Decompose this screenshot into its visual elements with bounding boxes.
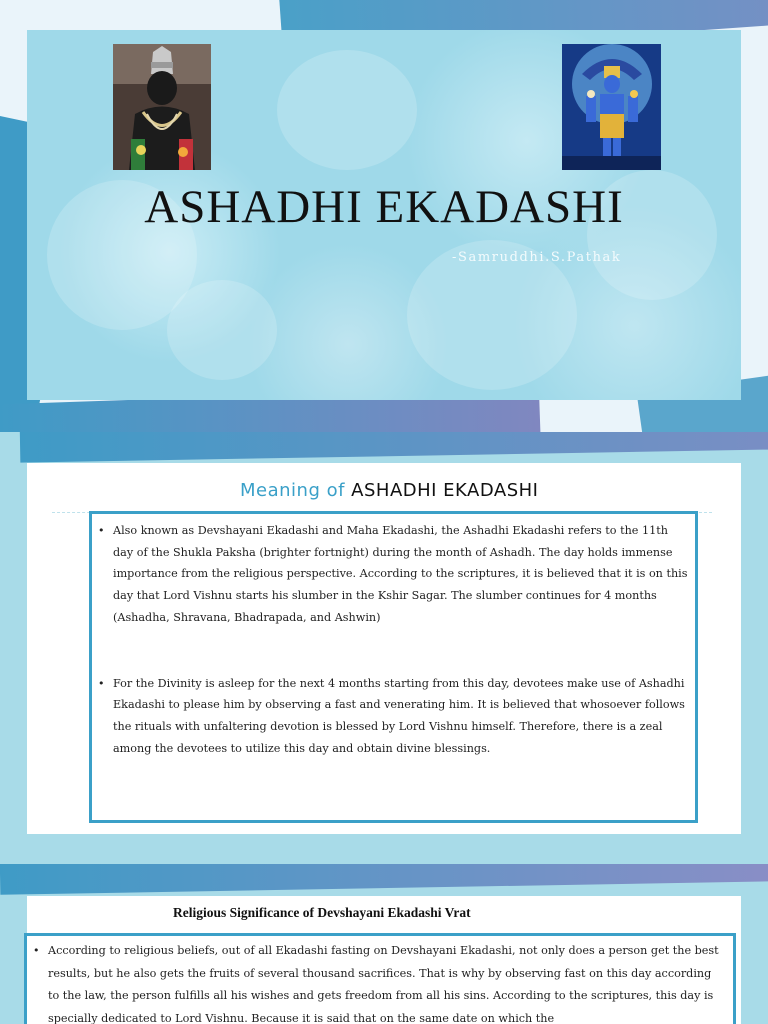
decorative-band (0, 864, 768, 895)
bullet-icon: • (33, 944, 40, 957)
heading-prefix: Meaning of (240, 480, 352, 501)
bullet-icon: • (98, 676, 105, 690)
bullet-text: For the Divinity is asleep for the next 4 months starting from this day, devotees make use of Ashadhi Ekadashi to please him by observing a fast and venerating him. It is believed that whosoever follows the rituals with unfaltering devotion is blessed by Lord Vishnu himself. Therefore, there is a zeal among the devotees to utilize this day and obtain divine blessings. (113, 676, 685, 755)
content-box (89, 511, 698, 823)
bullet-text: According to religious beliefs, out of all Ekadashi fasting on Devshayani Ekadashi, not only does a person get the best results, but he also gets the fruits of several thousand sacrifices. That is why by observing fast on this day according to the law, the person fulfills all his wishes and gets freedom from all his sins. According to the scriptures, this day is specially dedicated to Lord Vishnu. Because it is said that on the same date on which the (48, 944, 719, 1024)
bullet-item (98, 520, 691, 629)
blossom-decoration (167, 280, 277, 380)
blossom-decoration (277, 50, 417, 170)
bullet-item (98, 673, 691, 760)
bullet-icon: • (98, 524, 105, 537)
decorative-band (20, 432, 768, 463)
vishnu-image (562, 44, 661, 170)
slide-heading: Religious Significance of Devshayani Ekadashi Vrat (173, 905, 471, 920)
significance-slide (0, 864, 768, 1024)
heading-main: ASHADHI EKADASHI (351, 480, 539, 501)
meaning-slide (0, 432, 768, 864)
content-box (24, 933, 736, 1024)
slide-heading (240, 480, 539, 501)
bullet-text: Also known as Devshayani Ekadashi and Maha Ekadashi, the Ashadhi Ekadashi refers to the 11th day of the Shukla Paksha (brighter fortnight) during the month of Ashadh. The day holds immense importance from the religious perspective. According to the scriptures, it is believed that it is on this day that Lord Vishnu starts his slumber in the Kshir Sagar. The slumber continues for 4 months (Ashadha, Shravana, Bhadrapada, and Ashwin) (113, 524, 688, 624)
bullet-list (98, 520, 691, 759)
presentation-title: ASHADHI EKADASHI (144, 181, 624, 233)
bullet-list (33, 940, 723, 1024)
vitthal-idol-image (113, 44, 211, 170)
title-slide (0, 0, 768, 432)
bullet-item (33, 940, 723, 1024)
author-name: -Samruddhi.S.Pathak (452, 250, 622, 265)
